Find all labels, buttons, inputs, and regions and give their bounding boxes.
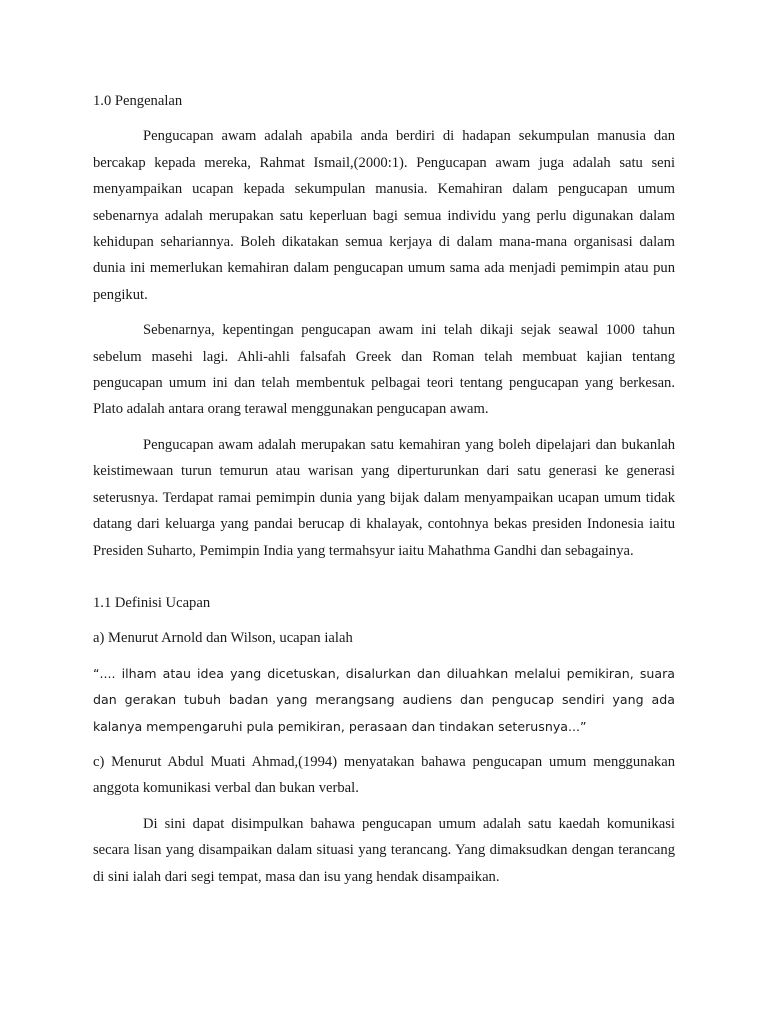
paragraph-pengenalan-3: Pengucapan awam adalah merupakan satu kemahiran yang boleh dipelajari dan bukanlah keistimewaan turun temurun atau warisan yang diperturunkan dari satu generasi ke generasi seterusnya. Terdapat ramai pemimpin dunia yang bijak dalam menyampaikan ucapan umum tidak datang dari keluarga yang pandai berucap di khalayak, contohnya bekas presiden Indonesia iaitu Presiden Suharto, Pemimpin India yang termahsyur iaitu Mahathma Gandhi dan sebagainya. <box>93 436 675 559</box>
definition-item-c: c) Menurut Abdul Muati Ahmad,(1994) menyatakan bahawa pengucapan umum menggunakan anggota komunikasi verbal dan bukan verbal. <box>93 753 675 797</box>
paragraph-conclusion: Di sini dapat disimpulkan bahawa pengucapan umum adalah satu kaedah komunikasi secara lisan yang disampaikan dalam situasi yang terancang. Yang dimaksudkan dengan terancang di sini ialah dari segi tempat, masa dan isu yang hendak disampaikan. <box>93 815 675 885</box>
section-heading-definisi-ucapan: 1.1 Definisi Ucapan <box>93 594 211 611</box>
section-heading-pengenalan: 1.0 Pengenalan <box>93 93 183 109</box>
definition-quote: “.... ilham atau idea yang dicetuskan, disalurkan dan diluahkan melalui pemikiran, suara dan gerakan tubuh badan yang merangsang audiens dan pengucap sendiri yang ada kalanya mempengaruhi pula pemikiran, perasaan dan tindakan seterusnya...” <box>93 665 675 734</box>
section-spacer <box>93 573 675 590</box>
paragraph-pengenalan-2: Sebenarnya, kepentingan pengucapan awam ini telah dikaji sejak seawal 1000 tahun sebelum masehi lagi. Ahli-ahli falsafah Greek dan Roman telah membuat kajian tentang pengucapan umum ini dan telah membentuk pelbagai teori tentang pengucapan yang berkesan. Plato adalah antara orang terawal menggunakan pengucapan awam. <box>93 322 675 418</box>
paragraph-pengenalan-1: Pengucapan awam adalah apabila anda berdiri di hadapan sekumpulan manusia dan bercakap kepada mereka, Rahmat Ismail,(2000:1). Pengucapan awam juga adalah satu seni menyampaikan ucapan kepada sekumpulan manusia. Kemahiran dalam pengucapan umum sebenarnya adalah merupakan satu keperluan bagi semua individu yang perlu digunakan dalam kehidupan sehariannya. Boleh dikatakan semua kerjaya di dalam mana-mana organisasi dalam dunia ini memerlukan kemahiran dalam pengucapan umum sama ada menjadi pemimpin atau pun pengikut. <box>93 128 675 303</box>
document-body <box>93 88 675 899</box>
definition-item-a: a) Menurut Arnold dan Wilson, ucapan ialah <box>93 630 353 647</box>
